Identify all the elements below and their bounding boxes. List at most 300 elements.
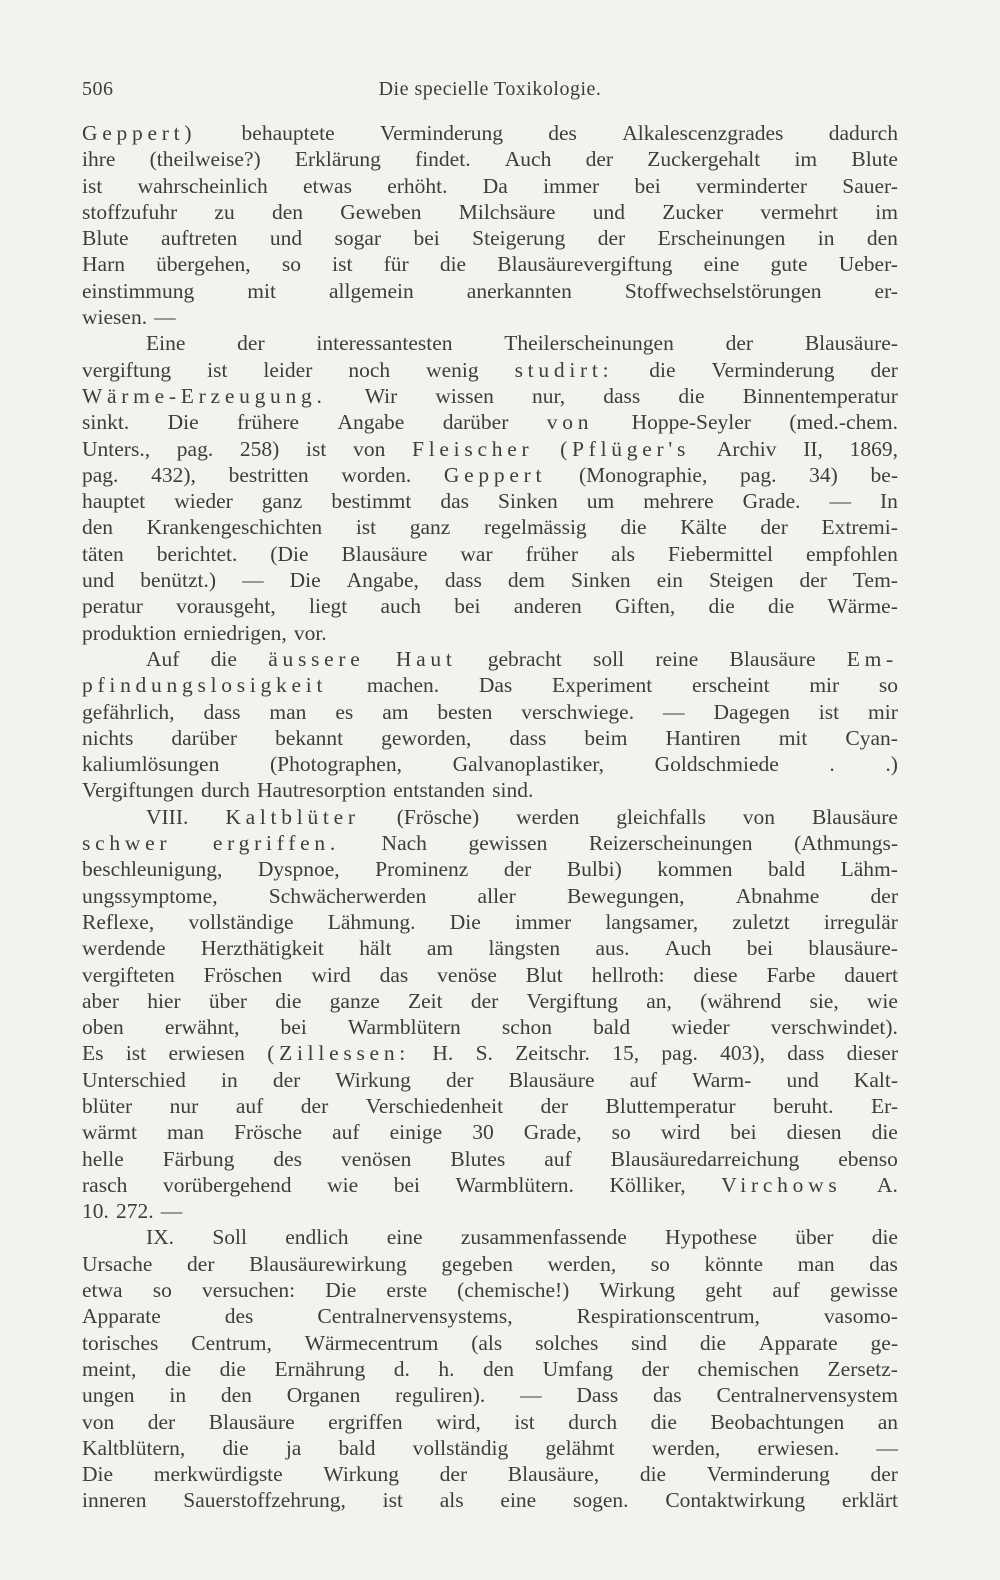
word: den bbox=[483, 1356, 515, 1381]
word: der bbox=[585, 147, 614, 172]
text-line bbox=[82, 1461, 898, 1487]
word: Eine bbox=[146, 331, 186, 356]
word: an bbox=[877, 1409, 898, 1434]
word: erwiesen bbox=[168, 1041, 245, 1066]
word: nur, bbox=[531, 383, 566, 408]
text-line bbox=[82, 488, 898, 514]
word: Wirkung bbox=[335, 1067, 411, 1092]
word: anderen bbox=[513, 594, 582, 619]
text-line bbox=[82, 646, 898, 672]
word: oben bbox=[82, 1015, 124, 1040]
word: Apparate bbox=[82, 1304, 161, 1329]
word: Grade. bbox=[742, 489, 801, 514]
word: Soll bbox=[212, 1225, 247, 1250]
word: nur bbox=[169, 1093, 199, 1118]
word: Die bbox=[82, 1462, 114, 1487]
word: Lähmung. bbox=[327, 909, 416, 934]
word: Zeit bbox=[408, 988, 443, 1013]
word: Steigen bbox=[708, 568, 774, 593]
word: aus. bbox=[595, 936, 630, 961]
word: Die bbox=[289, 568, 321, 593]
text-line bbox=[82, 225, 898, 251]
word: mit bbox=[778, 725, 808, 750]
word: bald bbox=[338, 1435, 376, 1460]
word: gute bbox=[770, 252, 808, 277]
word: Blausäurewirkung bbox=[249, 1251, 407, 1276]
word: Warm- bbox=[692, 1067, 752, 1092]
word: mit bbox=[247, 278, 276, 303]
word: dem bbox=[507, 568, 545, 593]
word: ungen bbox=[82, 1383, 135, 1408]
word: ganz bbox=[409, 515, 451, 540]
word: Blausäurevergiftung bbox=[497, 252, 673, 277]
word: Archiv bbox=[716, 436, 777, 461]
word: ist bbox=[306, 436, 327, 461]
word: der bbox=[760, 515, 788, 540]
word: gelähmt bbox=[545, 1435, 615, 1460]
text-line bbox=[82, 278, 898, 304]
word: berichtet. bbox=[156, 541, 238, 566]
word: man bbox=[166, 1120, 204, 1145]
word: Blute bbox=[82, 226, 129, 251]
word: (chemische!) bbox=[457, 1278, 570, 1303]
word: Ernährung bbox=[274, 1356, 366, 1381]
word: eine bbox=[703, 252, 740, 277]
word: der bbox=[446, 1067, 474, 1092]
word: so bbox=[152, 1278, 172, 1303]
word: dass bbox=[203, 699, 241, 724]
word: Schwächerwerden bbox=[268, 883, 427, 908]
word: man bbox=[269, 699, 307, 724]
word: bei bbox=[413, 226, 440, 251]
word: täten bbox=[82, 541, 124, 566]
word: Kölliker, bbox=[609, 1172, 686, 1197]
word: bald bbox=[768, 857, 806, 882]
word: über bbox=[208, 988, 248, 1013]
word: zuletzt bbox=[732, 909, 790, 934]
word: wärmt bbox=[82, 1120, 137, 1145]
word: ist bbox=[382, 1488, 403, 1513]
word: II, bbox=[803, 436, 823, 461]
word: geworden, bbox=[381, 725, 472, 750]
word: der bbox=[799, 568, 827, 593]
text-line bbox=[82, 1198, 898, 1224]
word: für bbox=[383, 252, 409, 277]
word: so bbox=[611, 1120, 631, 1145]
word: in bbox=[817, 226, 835, 251]
word: 1869, bbox=[849, 436, 898, 461]
word: entstanden bbox=[393, 778, 486, 803]
word: immer bbox=[514, 909, 572, 934]
word: werdende bbox=[82, 936, 166, 961]
word: ist bbox=[207, 357, 228, 382]
word: ihre bbox=[82, 147, 116, 172]
word: venösen bbox=[340, 1146, 412, 1171]
text-line bbox=[82, 199, 898, 225]
text-line bbox=[82, 672, 898, 698]
word: den bbox=[82, 515, 114, 540]
word: anerkannten bbox=[466, 278, 572, 303]
word: wird bbox=[311, 962, 351, 987]
word: man bbox=[797, 1251, 835, 1276]
word: von bbox=[742, 804, 776, 829]
word: (Zillessen: bbox=[267, 1041, 411, 1066]
word: (während bbox=[700, 988, 782, 1013]
word: dadurch bbox=[828, 121, 898, 145]
text-line bbox=[82, 593, 898, 619]
word: hauptet bbox=[82, 489, 146, 514]
word: nichts bbox=[82, 725, 134, 750]
word: bei bbox=[746, 936, 774, 961]
word: Sauerstoffzehrung, bbox=[183, 1488, 346, 1513]
word: pag. bbox=[176, 436, 214, 461]
word: zusammenfassende bbox=[460, 1225, 627, 1250]
word: torisches bbox=[82, 1330, 159, 1355]
word: bestritten bbox=[228, 462, 309, 487]
word: Farbe bbox=[766, 962, 816, 987]
word: bald bbox=[593, 1015, 631, 1040]
word: werden, bbox=[651, 1435, 721, 1460]
word: eine bbox=[500, 1488, 537, 1513]
running-head bbox=[82, 78, 898, 112]
word: Er- bbox=[870, 1093, 898, 1118]
word: Verminderung bbox=[379, 121, 503, 145]
word: .) bbox=[885, 752, 898, 777]
word: vor. bbox=[293, 620, 327, 645]
word: von bbox=[353, 436, 386, 461]
word: den bbox=[866, 226, 898, 251]
word: und bbox=[786, 1067, 819, 1092]
word: der bbox=[187, 1251, 215, 1276]
word: ge- bbox=[870, 1330, 898, 1355]
word: kommen bbox=[657, 857, 733, 882]
word: ja bbox=[285, 1435, 302, 1460]
word: ergriffen bbox=[328, 1409, 403, 1434]
word: Blausäure, bbox=[507, 1462, 600, 1487]
word: dieser bbox=[846, 1041, 898, 1066]
word: zu bbox=[214, 199, 235, 224]
text-line bbox=[82, 883, 898, 909]
word: sind. bbox=[492, 778, 534, 803]
word: die bbox=[620, 515, 647, 540]
word: durch bbox=[200, 778, 250, 803]
word: am bbox=[382, 699, 409, 724]
word: Abnahme bbox=[735, 883, 820, 908]
word: der bbox=[725, 331, 754, 356]
word: Verschiedenheit bbox=[365, 1093, 504, 1118]
text-line bbox=[82, 1040, 898, 1066]
word: IX. bbox=[146, 1225, 175, 1250]
word: aller bbox=[477, 883, 516, 908]
word: regelmässig bbox=[483, 515, 587, 540]
word: Zucker bbox=[662, 199, 724, 224]
word: 34) bbox=[809, 462, 838, 487]
word: aber bbox=[82, 988, 119, 1013]
word: d. bbox=[393, 1356, 410, 1381]
word: Blausäure bbox=[811, 804, 898, 829]
word: — bbox=[160, 1199, 183, 1224]
word: Centrum, bbox=[191, 1330, 272, 1355]
word: Galvanoplastiker, bbox=[452, 752, 604, 777]
word: ist bbox=[355, 515, 377, 540]
word: Auf bbox=[146, 646, 180, 671]
word: erwähnt, bbox=[164, 1015, 240, 1040]
word: der bbox=[272, 1067, 301, 1092]
word: das bbox=[440, 489, 470, 514]
word: des bbox=[224, 1304, 254, 1329]
word: geht bbox=[705, 1278, 743, 1303]
word: Krankengeschichten bbox=[146, 515, 323, 540]
text-line bbox=[82, 1382, 898, 1408]
word: Alkalescenzgrades bbox=[622, 121, 784, 145]
word: er- bbox=[874, 278, 898, 303]
word: Warmblütern. bbox=[455, 1172, 574, 1197]
word: Erscheinungen bbox=[657, 226, 786, 251]
word: 30 bbox=[472, 1120, 494, 1145]
word: erscheint bbox=[692, 673, 770, 698]
word: die bbox=[164, 1356, 192, 1381]
word: Binnentemperatur bbox=[742, 383, 898, 408]
word: Hantiren bbox=[665, 725, 741, 750]
word: sogen. bbox=[573, 1488, 629, 1513]
text-line bbox=[82, 777, 898, 803]
word: A. bbox=[877, 1172, 898, 1197]
word: besten bbox=[437, 699, 493, 724]
word: langsamer, bbox=[605, 909, 699, 934]
text-line bbox=[82, 1487, 898, 1513]
word: der bbox=[470, 988, 499, 1013]
word: im bbox=[875, 199, 898, 224]
word: Vergiftungen bbox=[82, 778, 194, 803]
word: das bbox=[379, 962, 409, 987]
word: reine bbox=[655, 646, 699, 671]
word: wiesen. bbox=[82, 305, 148, 330]
word: eine bbox=[386, 1225, 423, 1250]
word: bestimmt bbox=[331, 489, 412, 514]
word: bei bbox=[634, 173, 661, 198]
word: darüber bbox=[171, 725, 238, 750]
text-line bbox=[82, 1330, 898, 1356]
word: könnte bbox=[704, 1251, 764, 1276]
word: venöse bbox=[437, 962, 497, 987]
word: (Monographie, bbox=[578, 462, 708, 487]
word: früher bbox=[525, 541, 579, 566]
word: (als bbox=[471, 1330, 503, 1355]
text-line bbox=[82, 830, 898, 856]
word: des bbox=[273, 1146, 303, 1171]
word: In bbox=[879, 489, 898, 514]
word: Es bbox=[82, 1041, 104, 1066]
word: ist bbox=[332, 252, 353, 277]
word: als bbox=[611, 541, 635, 566]
word: auf bbox=[629, 1067, 658, 1092]
word: bei bbox=[280, 1015, 307, 1040]
word: gefährlich, bbox=[82, 699, 175, 724]
word: endlich bbox=[285, 1225, 349, 1250]
word: irregulär bbox=[823, 909, 898, 934]
word: das bbox=[869, 1251, 898, 1276]
word: Erklärung bbox=[294, 147, 381, 172]
word: die bbox=[222, 1435, 249, 1460]
word: vermehrt bbox=[760, 199, 838, 224]
word: Die bbox=[325, 1278, 357, 1303]
word: war bbox=[460, 541, 493, 566]
word: werden bbox=[516, 804, 580, 829]
word: blausäure- bbox=[808, 936, 898, 961]
word: Fiebermittel bbox=[667, 541, 773, 566]
word: Bewegungen, bbox=[566, 883, 685, 908]
book-page bbox=[82, 78, 898, 1514]
word: H. bbox=[432, 1041, 454, 1066]
word: Bluttemperatur bbox=[605, 1093, 736, 1118]
word: allgemein bbox=[328, 278, 414, 303]
word: immer bbox=[543, 173, 600, 198]
text-line bbox=[82, 699, 898, 725]
word: durch bbox=[568, 1409, 618, 1434]
word: dass bbox=[787, 1041, 825, 1066]
word: die bbox=[219, 1356, 246, 1381]
word: um bbox=[586, 489, 615, 514]
word: ganze bbox=[329, 988, 380, 1013]
word: 10. bbox=[82, 1199, 109, 1224]
word: erhöht. bbox=[387, 173, 448, 198]
word: Kaltblütern, bbox=[82, 1435, 186, 1460]
word: bei bbox=[730, 1120, 757, 1145]
word: rasch bbox=[82, 1172, 128, 1197]
word: Blausäure- bbox=[804, 331, 898, 356]
text-line bbox=[82, 1014, 898, 1040]
word: Em- bbox=[846, 646, 898, 671]
word: Das bbox=[478, 673, 513, 698]
word: Blausäure bbox=[729, 646, 816, 671]
word: Da bbox=[482, 173, 508, 198]
word: erklärt bbox=[841, 1488, 898, 1513]
word: die bbox=[210, 646, 237, 671]
word: die bbox=[871, 1225, 898, 1250]
word: Stoffwechselstörungen bbox=[624, 278, 822, 303]
word: schwer bbox=[82, 831, 172, 856]
text-line bbox=[82, 856, 898, 882]
word: verschwindet). bbox=[770, 1015, 898, 1040]
word: Sauer- bbox=[842, 173, 898, 198]
word: die bbox=[767, 594, 795, 619]
word: etwas bbox=[302, 173, 352, 198]
word: Centralnervensystem bbox=[716, 1383, 898, 1408]
text-line bbox=[82, 1172, 898, 1198]
word: Experiment bbox=[551, 673, 653, 698]
word: 258) bbox=[239, 436, 280, 461]
word: behauptete bbox=[241, 121, 335, 145]
text-line bbox=[82, 1277, 898, 1303]
word: der bbox=[439, 1462, 468, 1487]
word: Virchows bbox=[721, 1172, 842, 1197]
word: pfindungslosigkeit bbox=[82, 673, 328, 698]
word: be- bbox=[870, 462, 898, 487]
word: liegt bbox=[309, 594, 348, 619]
word: von bbox=[546, 410, 594, 435]
word: das bbox=[653, 1383, 682, 1408]
word: VIII. bbox=[146, 804, 189, 829]
text-line bbox=[82, 1409, 898, 1435]
word: wie bbox=[866, 988, 898, 1013]
word: . bbox=[829, 752, 835, 777]
word: Wärmecentrum bbox=[304, 1330, 439, 1355]
text-line bbox=[82, 409, 898, 435]
word: Zuckergehalt bbox=[647, 147, 761, 172]
word: (Pflüger's bbox=[560, 436, 691, 461]
word: bei bbox=[454, 594, 481, 619]
word: die bbox=[639, 1462, 667, 1487]
word: erste bbox=[386, 1278, 427, 1303]
word: Herzthätigkeit bbox=[200, 936, 324, 961]
word: Blut bbox=[525, 962, 563, 987]
word: längsten bbox=[488, 936, 561, 961]
word: — bbox=[663, 699, 685, 724]
word: werden, bbox=[547, 1251, 617, 1276]
word: Contaktwirkung bbox=[665, 1488, 806, 1513]
word: Organen bbox=[286, 1383, 361, 1408]
word: die bbox=[649, 357, 676, 382]
word: der bbox=[870, 1462, 898, 1487]
word: Dyspnoe, bbox=[257, 857, 340, 882]
word: die bbox=[275, 988, 302, 1013]
word: Sinken bbox=[498, 489, 558, 514]
word: stoffzufuhr bbox=[82, 199, 178, 224]
word: Sinken bbox=[570, 568, 631, 593]
word: Warmblütern bbox=[347, 1015, 461, 1040]
word: in bbox=[220, 1067, 238, 1092]
word: der bbox=[540, 1093, 568, 1118]
word: einstimmung bbox=[82, 278, 195, 303]
word: erniedrigen, bbox=[183, 620, 287, 645]
word: der bbox=[237, 331, 265, 356]
word: so bbox=[650, 1251, 670, 1276]
word: 272. bbox=[115, 1199, 154, 1224]
text-line bbox=[82, 1251, 898, 1277]
word: h. bbox=[438, 1356, 455, 1381]
word: Cyan- bbox=[845, 725, 898, 750]
word: verschwiege. bbox=[521, 699, 635, 724]
word: Zersetz- bbox=[827, 1356, 898, 1381]
word: diesen bbox=[786, 1120, 842, 1145]
word: Blausäure bbox=[208, 1409, 295, 1434]
word: des bbox=[548, 121, 577, 145]
word: Milchsäure bbox=[458, 199, 556, 224]
word: Geppert bbox=[443, 462, 547, 487]
word: inneren bbox=[82, 1488, 147, 1513]
word: Blausäuredarreichung bbox=[610, 1146, 800, 1171]
word: Hautresorption bbox=[257, 778, 386, 803]
word: Auch bbox=[664, 936, 712, 961]
word: auftreten bbox=[161, 226, 238, 251]
word: helle bbox=[82, 1146, 124, 1171]
word: es bbox=[335, 699, 354, 724]
word: etwa bbox=[82, 1278, 123, 1303]
word: pag. bbox=[82, 462, 119, 487]
word: Geppert) bbox=[82, 121, 197, 145]
word: Vergiftung bbox=[526, 988, 619, 1013]
word: Hypothese bbox=[665, 1225, 757, 1250]
text-line bbox=[82, 1435, 898, 1461]
word: Prominenz bbox=[375, 857, 469, 882]
word: gebracht bbox=[487, 646, 562, 671]
word: 15, bbox=[612, 1041, 640, 1066]
word: 432), bbox=[151, 462, 196, 487]
word: die bbox=[871, 1120, 898, 1145]
word: Haut bbox=[395, 646, 457, 671]
text-line bbox=[82, 1093, 898, 1119]
text-line bbox=[82, 304, 898, 330]
